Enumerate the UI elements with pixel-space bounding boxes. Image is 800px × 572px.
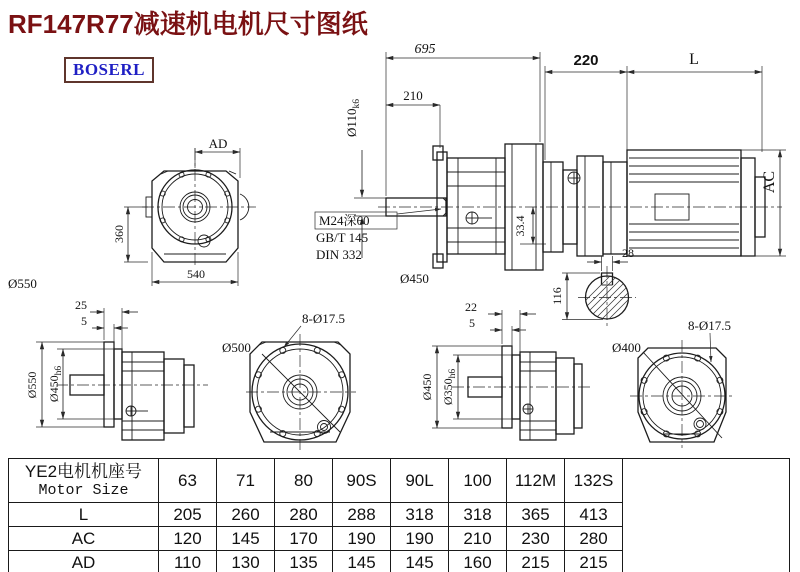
section-hatching [566,276,673,334]
oil-plug-icon [466,212,492,224]
dim-5-label: 5 [81,314,87,328]
dim-220-label: 220 [573,52,599,69]
tap-standard2-label: DIN 332 [316,247,362,262]
table-cell: 190 [391,527,449,551]
table-cell: 260 [217,503,275,527]
table-cell: 280 [275,503,333,527]
table-cell: 215 [507,551,565,572]
table-cell: 413 [565,503,623,527]
bottom-side-view-450 [420,300,592,440]
brand-logo-text: BOSERL [73,60,145,79]
table-cell: 318 [449,503,507,527]
motor-frame-header-cn: YE2电机机座号 [24,461,143,481]
dim-695-label: 695 [414,42,436,57]
dim-25-label: 25 [75,298,87,312]
row-label-AC: AC [9,527,159,551]
dim-b1-550-label: Ø550 [25,371,39,399]
dim-L-label: L [689,51,699,68]
dimension-table [8,458,790,572]
table-cell: 190 [333,527,391,551]
dim-AC-label: AC [761,170,778,194]
dim-5b-label: 5 [469,316,475,330]
table-empty-cell [623,459,790,572]
table-cell: 110 [159,551,217,572]
table-cell: 210 [449,527,507,551]
motor-size-column: 90L [391,459,449,503]
table-cell: 205 [159,503,217,527]
table-cell: 365 [507,503,565,527]
table-cell: 318 [391,503,449,527]
dim-550-label: Ø550 [8,276,37,291]
row-label-AD: AD [9,551,159,572]
front-view [8,136,256,291]
table-cell: 160 [449,551,507,572]
table-cell: 145 [391,551,449,572]
table-cell: 145 [217,527,275,551]
dim-b1-450h6-label: $Ø450_{h6}$ [47,365,64,403]
table-header-cell [9,459,159,503]
bolt-holes-label: 8-Ø17.5 [302,311,345,326]
table-cell: 135 [275,551,333,572]
shaft-section-view [550,246,673,334]
bolt-circle-label: Ø400 [612,340,641,355]
dim-ad-label: AD [208,136,228,151]
page-title: RF147R77减速机电机尺寸图纸 [8,9,368,39]
dim-b3-450-label: Ø450 [420,373,434,401]
table-cell: 130 [217,551,275,572]
dim-360-label: 360 [112,225,126,243]
flange-450-label: Ø450 [400,271,429,286]
bottom-front-view-400 [612,318,734,448]
motor-size-column: 71 [217,459,275,503]
table-cell: 288 [333,503,391,527]
table-cell: 170 [275,527,333,551]
dim-210-label: 210 [403,88,423,103]
table-cell: 230 [507,527,565,551]
bottom-front-view-500 [222,311,356,450]
shaft-diameter-label: $Ø110_{k6}$ [344,99,362,137]
table-cell: 120 [159,527,217,551]
dim-28-label: 28 [622,246,634,260]
dim-116-label: 116 [550,287,564,305]
dim-540-label: 540 [187,267,205,281]
bottom-side-view-550 [25,298,208,440]
motor-frame-header-en: Motor Size [38,481,129,499]
tap-standard1-label: GB/T 145 [316,230,369,245]
motor-size-column: 112M [507,459,565,503]
oil-plug-icon [568,172,580,184]
table-cell: 215 [565,551,623,572]
row-label-L: L [9,503,159,527]
dim-b3-350h6-label: $Ø350_{h6}$ [441,368,458,406]
table-cell: 280 [565,527,623,551]
motor-view [543,51,786,256]
oil-plug-icon [126,406,148,416]
side-view [315,42,782,286]
motor-size-column: 63 [159,459,217,503]
motor-size-column: 90S [333,459,391,503]
dim-334-label: 33.4 [513,215,527,237]
motor-size-column: 80 [275,459,333,503]
bolt-circle-label: Ø500 [222,340,251,355]
bolt-holes-label: 8-Ø17.5 [688,318,731,333]
tap-callout-label: M24深60 [319,213,370,228]
oil-plug-icon [523,404,533,414]
dim-22-label: 22 [465,300,477,314]
motor-size-column: 132S [565,459,623,503]
table-cell: 145 [333,551,391,572]
motor-size-column: 100 [449,459,507,503]
